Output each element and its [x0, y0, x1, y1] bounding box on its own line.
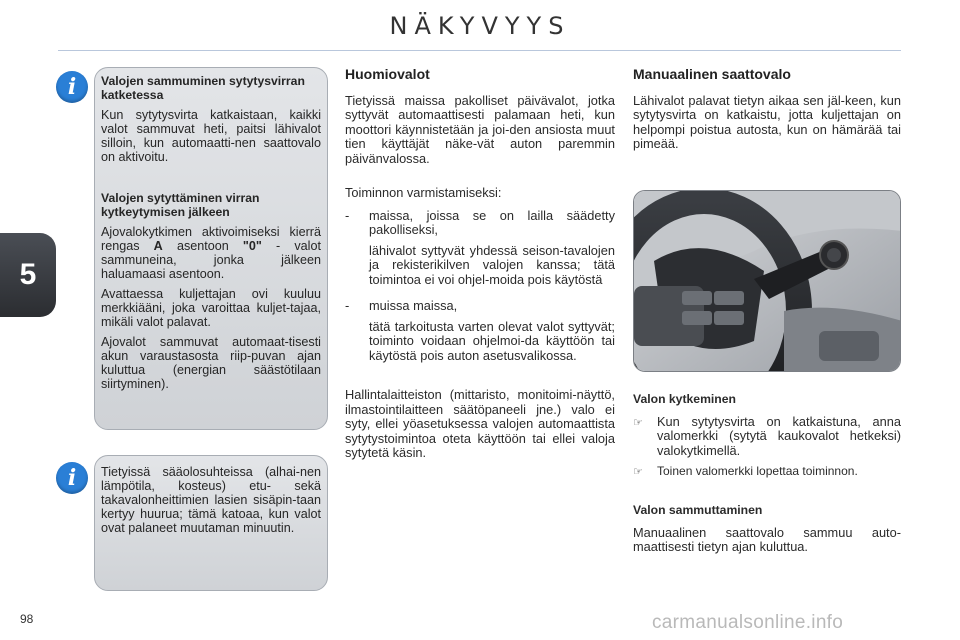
paragraph: Manuaalinen saattovalo sammuu auto-maattisesti tietyn ajan kuluttua.: [633, 524, 901, 554]
dash-marker: -: [345, 298, 350, 313]
chapter-number: 5: [19, 258, 37, 291]
pointer-bullet-icon: ☞: [633, 416, 643, 429]
subheading-lights-on: Valojen sytyttäminen virran kytkeytymisen jälkeen: [101, 191, 260, 219]
info-icon: i: [56, 71, 88, 103]
paragraph: Lähivalot palavat tietyn aikaa sen jäl-keen, kun sytytysvirta on katkaistu, jotta kuljettajan on helpompi poistua autosta, kun on hämärää tai pimeää.: [633, 92, 901, 151]
section-heading-follow-me-home: Manuaalinen saattovalo: [633, 66, 791, 82]
header-divider: [58, 50, 901, 51]
position-label: "0": [242, 239, 262, 253]
list-item: [633, 415, 901, 459]
info-box-lights-off-content: [101, 75, 321, 397]
column-daytime-lights-footer: [345, 388, 615, 469]
lighting-stalk-photo: [633, 190, 901, 372]
watermark: carmanualsonline.info: [652, 612, 844, 633]
paragraph: Toiminnon varmistamiseksi:: [345, 185, 502, 200]
list-item-text: maissa, joissa se on lailla säädetty pakolliseksi,: [369, 207, 615, 237]
list-item-text: Toinen valomerkki lopettaa toiminnon.: [657, 464, 858, 478]
column-follow-me-home-off: [633, 503, 901, 563]
column-follow-me-home-on: [633, 392, 901, 486]
page-number: 98: [20, 612, 34, 626]
list-item-text: lähivalot syttyvät yhdessä seison-tavalojen ja rekisterikilven valojen kanssa; tätä toimintoa ei voi ohjel-moida pois käytöstä: [369, 242, 615, 287]
list-item: [633, 464, 901, 480]
list-item: [345, 299, 615, 369]
dashboard-illustration: [634, 191, 901, 372]
list-item-text: tätä tarkoitusta varten olevat valot syttyvät; toiminto voidaan ohjelmoi-da käyttöön tai käytöstä pois auton asetusvalikossa.: [369, 318, 615, 363]
paragraph: Kun sytytysvirta katkaistaan, kaikki valot sammuvat heti, paitsi lähivalot silloin, kun automaatti-nen saattovalo on aktivoitu.: [101, 108, 321, 164]
subheading-activation: Valon kytkeminen: [633, 392, 736, 406]
section-heading-daytime-lights: Huomiovalot: [345, 66, 430, 82]
list-item: [345, 209, 615, 294]
subheading-lights-off: Valojen sammuminen sytytysvirran katketessa: [101, 74, 305, 102]
page-title: NÄKYVYYS: [389, 12, 571, 40]
paragraph: Tietyissä maissa pakolliset päivävalot, jotka syttyvät automaattisesti palamaan heti, kun moottori käynnistetään ja joi-den ansiosta muut tien käyttäjät näke-vät auton paremmin päivänvalossa.: [345, 92, 615, 166]
ring-label: A: [153, 239, 163, 253]
paragraph: Tietyissä sääolosuhteissa (alhai-nen lämpötila, kosteus) etu- sekä takavalonheittimien lasien sisäpin-taan kertyy huurua; tämä katoaa, kun valot ovat palaneet muutaman minuutin.: [101, 465, 321, 535]
chapter-tab[interactable]: [0, 233, 56, 317]
pointer-bullet-icon: ☞: [633, 466, 643, 478]
dash-list: [345, 209, 615, 370]
paragraph: Avattaessa kuljettajan ovi kuuluu merkkiääni, joka varoittaa kuljet-tajaa, mikäli valot palavat.: [101, 287, 321, 329]
subheading-deactivation: Valon sammuttaminen: [633, 503, 763, 517]
list-item-text: Kun sytytysvirta on katkaistuna, anna valomerkki (sytytä kaukovalot hetkeksi) valokytkimellä.: [657, 413, 901, 458]
column-follow-me-home: [633, 67, 901, 160]
paragraph: Hallintalaitteiston (mittaristo, monitoimi-näyttö, ilmastointilaitteen säätöpaneeli jne.) valo ei syty, ellei yöasetuksessa valojen automaattista sytytystoimintoa oteta käyttöön tai ellei valoja sytytetä käsin.: [345, 387, 615, 460]
info-icon: i: [56, 462, 88, 494]
paragraph: Ajovalokytkimen aktivoimiseksi kierrä rengas A asentoon "0" - valot sammuneina, jonka jälkeen haluamaasi asentoon.: [101, 225, 321, 281]
list-item-text: muissa maissa,: [369, 298, 458, 313]
column-daytime-lights: [345, 67, 615, 375]
paragraph: Ajovalot sammuvat automaat-tisesti akun varaustasosta riip-puvan ajan kuluttua (energian säästötilaan siirtyminen).: [101, 335, 321, 391]
dash-marker: -: [345, 207, 350, 223]
info-box-condensation-content: [101, 465, 321, 541]
